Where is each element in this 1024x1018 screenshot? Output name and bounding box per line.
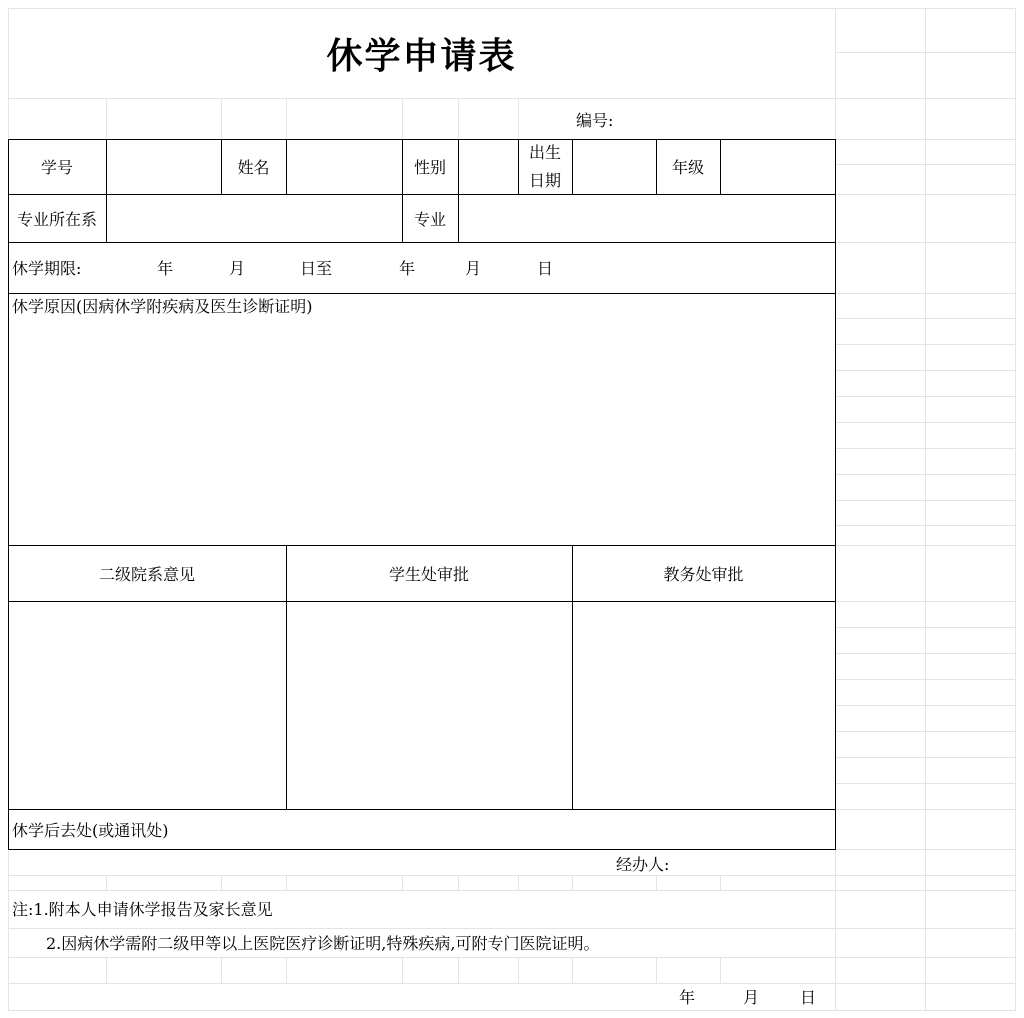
academic-office-approval-field[interactable] [573,602,835,809]
student-id-field[interactable] [107,140,221,194]
footer-year-label: 年 [679,988,696,1007]
note-1: 注:1.附本人申请休学报告及家长意见 [12,900,273,919]
birth-date-label-line2: 日期 [528,171,561,190]
handler-label: 经办人: [616,855,670,874]
department-opinion-header: 二级院系意见 [98,565,195,584]
major-label: 专业 [413,210,446,229]
end-year-label: 年 [399,259,416,278]
gender-field[interactable] [459,140,518,194]
leave-period-label: 休学期限: [12,259,82,278]
end-day-label: 日 [537,259,554,278]
start-year-label: 年 [157,259,174,278]
leave-reason-field[interactable] [9,320,835,545]
destination-label: 休学后去处(或通讯处) [12,821,169,840]
name-field[interactable] [287,140,402,194]
student-id-label: 学号 [40,158,73,177]
birth-date-label-line1: 出生 [528,143,561,162]
name-label: 姓名 [237,158,270,177]
footer-day-label: 日 [800,988,817,1007]
start-month-label: 月 [229,259,246,278]
student-office-approval-header: 学生处审批 [388,565,469,584]
grade-field[interactable] [721,140,835,194]
leave-reason-label: 休学原因(因病休学附疾病及医生诊断证明) [12,297,313,316]
form-title: 休学申请表 [326,35,517,77]
department-field[interactable] [107,195,402,242]
academic-office-approval-header: 教务处审批 [663,565,744,584]
note-2: 2.因病休学需附二级甲等以上医院医疗诊断证明,特殊疾病,可附专门医院证明。 [46,934,600,953]
grade-label: 年级 [671,158,704,177]
student-office-approval-field[interactable] [287,602,572,809]
department-opinion-field[interactable] [9,602,286,809]
serial-number-label: 编号: [576,111,614,130]
footer-month-label: 月 [743,988,760,1007]
major-field[interactable] [459,195,835,242]
end-month-label: 月 [465,259,482,278]
start-day-to-label: 日至 [300,259,333,278]
gender-label: 性别 [413,158,446,177]
department-label: 专业所在系 [16,210,97,229]
birth-date-field[interactable] [573,140,656,194]
